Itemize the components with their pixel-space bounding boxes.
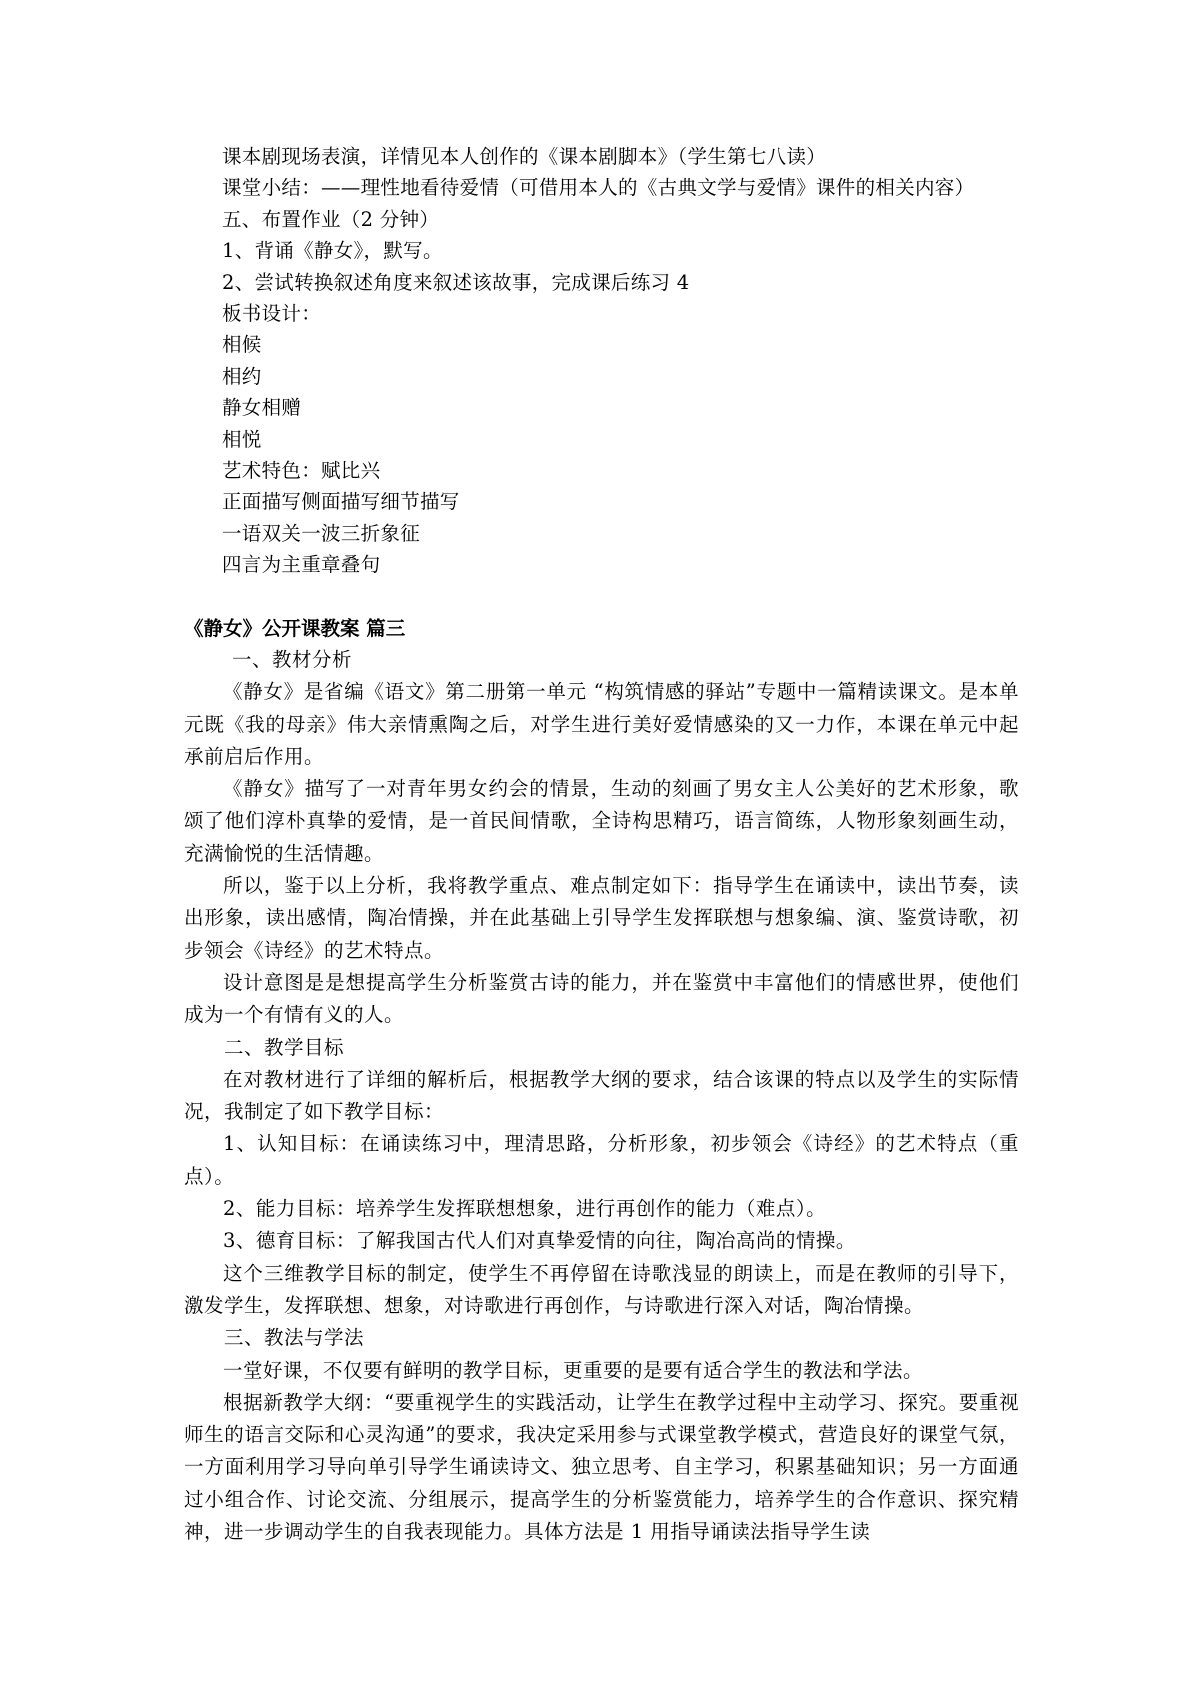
paragraph: 设计意图是是想提高学生分析鉴赏古诗的能力，并在鉴赏中丰富他们的情感世界，使他们成为一个有情有义的人。: [184, 970, 1019, 1027]
paragraph: 所以，鉴于以上分析，我将教学重点、难点制定如下：指导学生在诵读中，读出节奏，读出形象，读出感情，陶冶情操，并在此基础上引导学生发挥联想与想象编、演、鉴赏诗歌，初步领会《诗经》的艺术特点。: [184, 874, 1019, 962]
section-heading: 一、教材分析: [232, 648, 353, 671]
paragraph: 《静女》描写了一对青年男女约会的情景，生动的刻画了男女主人公美好的艺术形象，歌颂了他们淳朴真挚的爱情，是一首民间情歌，全诗构思精巧，语言简练，人物形象刻画生动，充满愉悦的生活情趣。: [184, 777, 1019, 865]
text-line: 课堂小结：——理性地看待爱情（可借用本人的《古典文学与爱情》课件的相关内容）: [222, 176, 975, 200]
text-line: 2、尝试转换叙述角度来叙述该故事，完成课后练习 4: [222, 270, 690, 294]
text-line: 相候: [222, 333, 262, 357]
paragraph: 1、认知目标：在诵读练习中，理清思路，分析形象，初步领会《诗经》的艺术特点（重点）。: [184, 1132, 1019, 1188]
text-line: 五、布置作业（2 分钟）: [222, 207, 440, 231]
text-line: 课本剧现场表演，详情见本人创作的《课本剧脚本》（学生第七八读）: [222, 145, 827, 168]
text-line: 四言为主重章叠句: [222, 553, 381, 577]
text-line: 1、背诵《静女》，默写。: [222, 239, 443, 263]
paragraph: 3、德育目标：了解我国古代人们对真挚爱情的向往，陶冶高尚的情操。: [223, 1229, 856, 1253]
paragraph: 在对教材进行了详细的解析后，根据教学大纲的要求，结合该课的特点以及学生的实际情况，我制定了如下教学目标：: [184, 1067, 1019, 1124]
paragraph: 2、能力目标：培养学生发挥联想想象，进行再创作的能力（难点）。: [223, 1197, 827, 1221]
text-line: 板书设计：: [222, 302, 322, 326]
paragraph: 根据新教学大纲：“要重视学生的实践活动，让学生在教学过程中主动学习、探究。要重视师生的语言交际和心灵沟通”的要求，我决定采用参与式课堂教学模式，营造良好的课堂气氛，一方面利用学习导向单引导学生诵读诗文、独立思考、自主学习，积累基础知识；另一方面通过小组合作、讨论交流、分组展示，提高学生的分析鉴赏能力，培养学生的合作意识、探究精神，进一步调动学生的自我表现能力。具体方法是 1 用指导诵读法指导学生读: [184, 1390, 1019, 1544]
section-heading: 二、教学目标: [224, 1035, 345, 1059]
text-line: 一语双关一波三折象征: [222, 521, 421, 545]
paragraph: 这个三维教学目标的制定，使学生不再停留在诗歌浅显的朗读上，而是在教师的引导下，激发学生，发挥联想、想象，对诗歌进行再创作，与诗歌进行深入对话，陶冶情操。: [184, 1261, 1019, 1317]
paragraph: 《静女》是省编《语文》第二册第一单元 “构筑情感的驿站”专题中一篇精读课文。是本单元既《我的母亲》伟大亲情熏陶之后，对学生进行美好爱情感染的又一力作，本课在单元中起承前启后作用。: [184, 680, 1019, 768]
text-line: 静女相赠: [222, 396, 302, 420]
text-line: 艺术特色：赋比兴: [222, 459, 381, 483]
lesson-plan-continuation: [222, 141, 1102, 581]
section-title: 《静女》公开课教案 篇三: [184, 617, 406, 640]
text-line: 相悦: [222, 427, 262, 451]
text-line: 相约: [222, 364, 262, 388]
section-heading: 三、教法与学法: [224, 1326, 365, 1350]
lesson-plan-body: [184, 644, 1019, 1548]
text-line: 正面描写侧面描写细节描写: [222, 490, 460, 514]
paragraph: 一堂好课，不仅要有鲜明的教学目标，更重要的是要有适合学生的教法和学法。: [223, 1358, 924, 1382]
